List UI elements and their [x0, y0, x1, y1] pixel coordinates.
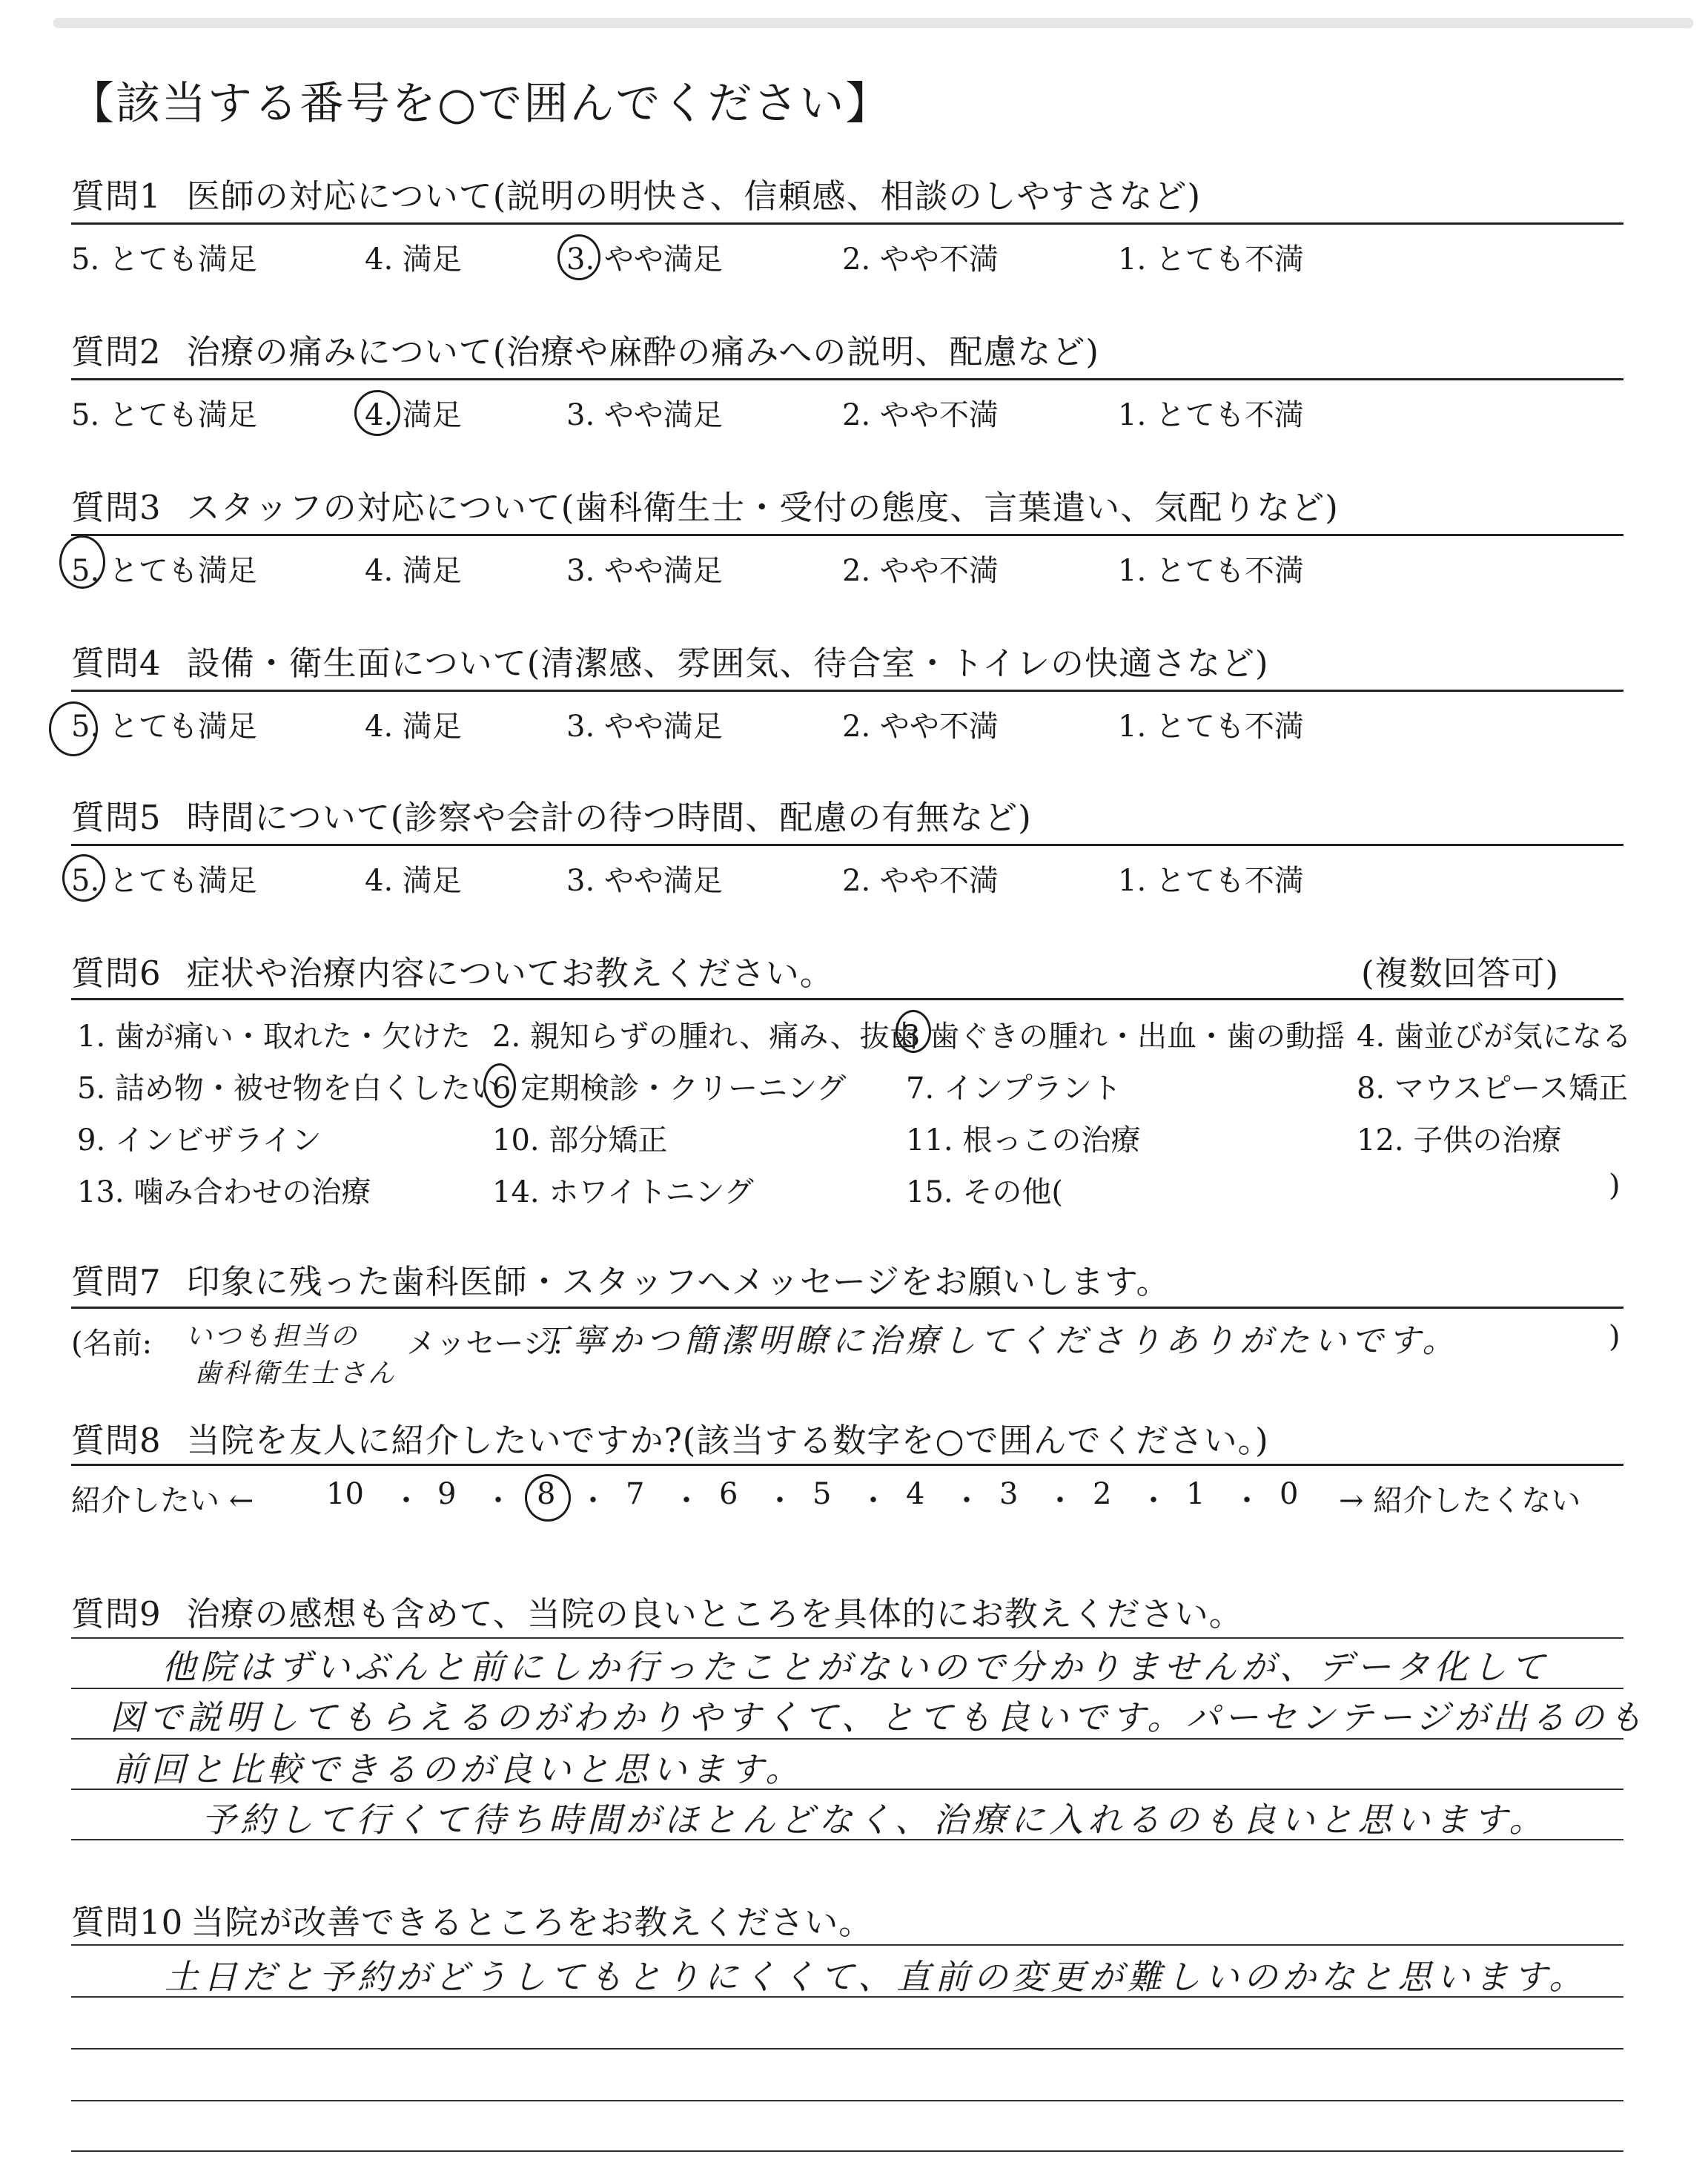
question-9: 質問9 治療の感想も含めて、当院の良いところを具体的にお教えください。	[71, 1594, 1243, 1634]
q5-option-3[interactable]: 3. やや満足	[566, 864, 723, 898]
q8-score-3[interactable]: 3	[999, 1477, 1019, 1511]
q10-answer-line-1[interactable]: 土日だと予約がどうしてもとりにくくて、直前の変更が難しいのかなと思います。	[165, 1957, 1588, 1997]
q7-name-label: (名前:	[71, 1327, 153, 1361]
q8-sep: ・	[952, 1484, 982, 1518]
q8-selection-circle	[525, 1474, 571, 1522]
question-10: 質問10 当院が改善できるところをお教えください。	[71, 1903, 873, 1942]
q1-option-3[interactable]: 3. やや満足	[566, 242, 723, 277]
q2-option-1[interactable]: 1. とても不満	[1118, 398, 1304, 432]
q10-line-3	[71, 2048, 1623, 2050]
q8-score-10[interactable]: 10	[326, 1477, 364, 1511]
question-8-rule	[71, 1464, 1623, 1466]
q7-name-value-1[interactable]: いつも担当の	[185, 1321, 360, 1352]
q8-left-label: 紹介したい ←	[71, 1484, 254, 1518]
q2-option-2[interactable]: 2. やや不満	[842, 398, 999, 432]
q8-sep: ・	[765, 1484, 795, 1518]
q5-selection-circle	[62, 854, 105, 902]
q9-answer-line-2[interactable]: 図で説明してもらえるのがわかりやすくて、とても良いです。パーセンテージが出るのも	[110, 1697, 1647, 1737]
q8-score-4[interactable]: 4	[906, 1477, 925, 1511]
question-4-rule	[71, 690, 1623, 692]
q8-score-7[interactable]: 7	[626, 1477, 645, 1511]
q3-option-1[interactable]: 1. とても不満	[1118, 554, 1304, 588]
question-7-rule	[71, 1307, 1623, 1309]
q1-selection-circle	[557, 234, 600, 280]
scan-top-edge	[53, 18, 1693, 28]
q9-answer-line-1[interactable]: 他院はずいぶんと前にしか行ったことがないので分かりませんが、データ化して	[162, 1647, 1549, 1687]
q9-answer-line-4[interactable]: 予約して行くて待ち時間がほとんどなく、治療に入れるのも良いと思います。	[202, 1800, 1548, 1840]
question-2-rule	[71, 378, 1623, 380]
q6-option-14[interactable]: 14. ホワイトニング	[492, 1175, 754, 1209]
q8-sep: ・	[858, 1484, 888, 1518]
q6-selection-circle-3	[896, 1010, 931, 1053]
question-3-rule	[71, 534, 1623, 536]
q4-option-1[interactable]: 1. とても不満	[1118, 710, 1304, 744]
q6-option-9[interactable]: 9. インビザライン	[77, 1123, 322, 1157]
question-3: 質問3 スタッフの対応について(歯科衛生士・受付の態度、言葉遣い、気配りなど)	[71, 488, 1339, 527]
q3-option-3[interactable]: 3. やや満足	[566, 554, 723, 588]
q8-score-0[interactable]: 0	[1280, 1477, 1299, 1511]
q8-sep: ・	[483, 1484, 513, 1518]
q8-score-1[interactable]: 1	[1186, 1477, 1205, 1511]
q6-option-6[interactable]: 6 定期検診・クリーニング	[492, 1071, 847, 1106]
q2-selection-circle	[354, 390, 400, 436]
q2-option-5[interactable]: 5. とても満足	[71, 398, 257, 432]
q6-option-12[interactable]: 12. 子供の治療	[1357, 1123, 1562, 1157]
question-6-rule	[71, 998, 1623, 1000]
q3-option-4[interactable]: 4. 満足	[365, 554, 462, 588]
q5-option-5[interactable]: 5. とても満足	[71, 864, 257, 898]
q8-score-2[interactable]: 2	[1093, 1477, 1112, 1511]
q2-option-4[interactable]: 4. 満足	[365, 398, 462, 432]
q8-sep: ・	[1139, 1484, 1168, 1518]
q6-option-8[interactable]: 8. マウスピース矯正	[1357, 1071, 1629, 1106]
q6-option-3[interactable]: 3 歯ぐきの腫れ・出血・歯の動揺	[901, 1020, 1345, 1054]
q4-option-4[interactable]: 4. 満足	[365, 710, 462, 744]
q8-score-9[interactable]: 9	[437, 1477, 457, 1511]
q8-score-8[interactable]: 8	[537, 1477, 556, 1511]
q4-option-5[interactable]: 5. とても満足	[71, 710, 257, 744]
q7-message-value[interactable]: 丁寧かつ簡潔明瞭に治療してくださりありがたいです。	[535, 1322, 1460, 1360]
question-5-rule	[71, 844, 1623, 846]
q6-option-15-close: )	[1609, 1169, 1621, 1203]
q6-option-5[interactable]: 5. 詰め物・被せ物を白くしたい	[77, 1071, 500, 1106]
q8-score-6[interactable]: 6	[719, 1477, 738, 1511]
q6-option-13[interactable]: 13. 噛み合わせの治療	[77, 1175, 371, 1209]
question-6: 質問6 症状や治療内容についてお教えください。	[71, 954, 834, 993]
q6-option-11[interactable]: 11. 根っこの治療	[906, 1123, 1141, 1157]
q8-sep: ・	[672, 1484, 701, 1518]
q10-line-4	[71, 2100, 1623, 2101]
q5-option-2[interactable]: 2. やや不満	[842, 864, 999, 898]
q10-line-1	[71, 1944, 1623, 1946]
q7-name-value-2[interactable]: 歯科衛生士さん	[194, 1358, 397, 1389]
q6-multiple-note: (複数回答可)	[1361, 954, 1560, 993]
question-1-rule	[71, 222, 1623, 225]
q6-option-7[interactable]: 7. インプラント	[906, 1071, 1122, 1106]
q7-message-label: メッセージ:	[406, 1327, 563, 1361]
q1-option-5[interactable]: 5. とても満足	[71, 242, 257, 277]
q9-line-1	[71, 1637, 1623, 1639]
q6-option-10[interactable]: 10. 部分矯正	[492, 1123, 668, 1157]
question-2: 質問2 治療の痛みについて(治療や麻酔の痛みへの説明、配慮など)	[71, 332, 1099, 371]
q2-option-3[interactable]: 3. やや満足	[566, 398, 723, 432]
question-4: 質問4 設備・衛生面について(清潔感、雰囲気、待合室・トイレの快適さなど)	[71, 644, 1269, 683]
q4-selection-circle	[49, 701, 98, 756]
question-1: 質問1 医師の対応について(説明の明快さ、信頼感、相談のしやすさなど)	[71, 176, 1202, 216]
q8-sep: ・	[1045, 1484, 1075, 1518]
q8-right-label: → 紹介したくない	[1339, 1484, 1581, 1518]
q3-option-5[interactable]: 5. とても満足	[71, 554, 257, 588]
q8-sep: ・	[391, 1484, 421, 1518]
q3-option-2[interactable]: 2. やや不満	[842, 554, 999, 588]
form-header: 【該当する番号を○で囲んでください】	[70, 78, 892, 130]
q6-option-15[interactable]: 15. その他(	[906, 1175, 1063, 1209]
q8-score-5[interactable]: 5	[812, 1477, 832, 1511]
q8-sep: ・	[1232, 1484, 1262, 1518]
q8-sep: ・	[578, 1484, 608, 1518]
q1-option-1[interactable]: 1. とても不満	[1118, 242, 1304, 277]
q1-option-2[interactable]: 2. やや不満	[842, 242, 999, 277]
question-8: 質問8 当院を友人に紹介したいですか?(該当する数字を○で囲んでください。)	[71, 1421, 1269, 1460]
q5-option-4[interactable]: 4. 満足	[365, 864, 462, 898]
q7-close-paren: )	[1609, 1320, 1621, 1354]
q9-answer-line-3[interactable]: 前回と比較できるのが良いと思います。	[113, 1749, 804, 1789]
question-5: 質問5 時間について(診察や会計の待つ時間、配慮の有無など)	[71, 798, 1032, 837]
q6-option-4[interactable]: 4. 歯並びが気になる	[1357, 1020, 1632, 1054]
q6-option-2[interactable]: 2. 親知らずの腫れ、痛み、抜歯	[492, 1020, 919, 1054]
q10-line-5	[71, 2150, 1623, 2152]
q6-selection-circle-6	[483, 1063, 516, 1108]
question-7: 質問7 印象に残った歯科医師・スタッフへメッセージをお願いします。	[71, 1262, 1171, 1301]
q3-selection-circle	[59, 535, 105, 589]
q4-option-3[interactable]: 3. やや満足	[566, 710, 723, 744]
q5-option-1[interactable]: 1. とても不満	[1118, 864, 1304, 898]
q4-option-2[interactable]: 2. やや不満	[842, 710, 999, 744]
q6-option-1[interactable]: 1. 歯が痛い・取れた・欠けた	[77, 1020, 471, 1054]
q1-option-4[interactable]: 4. 満足	[365, 242, 462, 277]
